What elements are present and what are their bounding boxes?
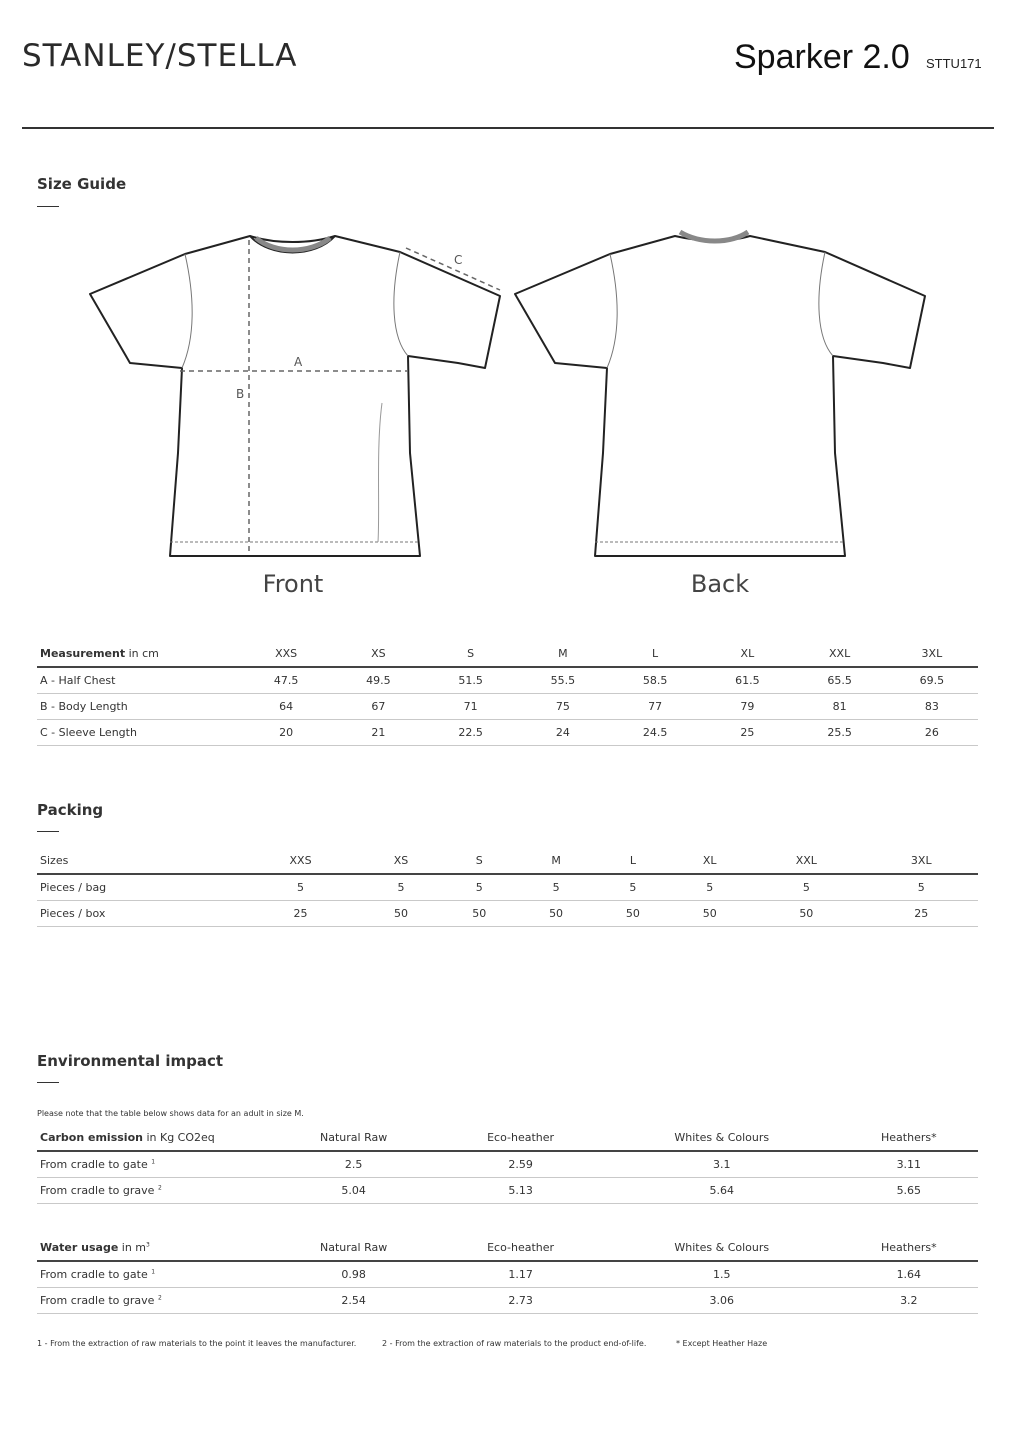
footnote-ref: 2 [157,1184,162,1192]
table-cell: 5 [361,874,441,901]
size-header: XXL [748,847,864,874]
water-table [37,1234,978,1314]
table-cell: 5 [441,874,518,901]
water-header-cell [37,1234,270,1261]
size-header: XS [332,640,424,667]
measurement-header-row [37,640,978,667]
row-label: Pieces / box [37,901,240,927]
packing-title: Packing [37,801,104,819]
row-label: From cradle to gate [40,1158,148,1171]
environment-dash [37,1082,59,1083]
table-cell: 51.5 [425,667,517,694]
footnote-2: 2 - From the extraction of raw materials to the product end-of-life. [382,1339,647,1348]
table-cell: 2.59 [437,1151,604,1178]
table-cell: 25 [701,720,793,746]
environment-title: Environmental impact [37,1052,224,1070]
table-row [37,694,978,720]
table-cell: 64 [240,694,332,720]
table-cell: 50 [594,901,671,927]
table-cell: 50 [361,901,441,927]
table-row [37,901,978,927]
row-label-cell [37,1178,270,1204]
table-cell: 2.54 [270,1288,437,1314]
table-cell: 3.06 [604,1288,840,1314]
packing-header-label: Sizes [37,847,240,874]
carbon-header-label: Carbon emission [40,1130,143,1144]
size-header: XS [361,847,441,874]
footnote-1: 1 - From the extraction of raw materials to the point it leaves the manufacturer. [37,1339,357,1348]
table-cell: 47.5 [240,667,332,694]
header-divider [22,127,994,129]
table-row [37,1288,978,1314]
tshirt-illustration [80,218,950,608]
row-label: B - Body Length [37,694,240,720]
column-header: Heathers* [840,1124,978,1151]
size-guide-dash [37,206,59,207]
table-cell: 61.5 [701,667,793,694]
water-unit-sup: 3 [146,1240,150,1248]
table-cell: 71 [425,694,517,720]
table-row [37,1178,978,1204]
size-header: L [594,847,671,874]
garment-drawings [80,218,950,608]
table-cell: 25.5 [794,720,886,746]
size-header: XL [671,847,748,874]
size-header: S [441,847,518,874]
table-cell: 26 [886,720,978,746]
carbon-header-unit: in Kg CO2eq [142,1130,215,1144]
row-label: From cradle to grave [40,1294,155,1307]
row-label: From cradle to grave [40,1184,155,1197]
table-cell: 83 [886,694,978,720]
measurement-header-cell [37,640,240,667]
measurement-header-label: Measurement [40,646,126,660]
table-row [37,720,978,746]
carbon-table [37,1124,978,1204]
table-row [37,1151,978,1178]
table-cell: 50 [518,901,595,927]
table-cell: 77 [609,694,701,720]
table-cell: 5.04 [270,1178,437,1204]
table-cell: 25 [240,901,361,927]
table-cell: 22.5 [425,720,517,746]
water-header-unit: in m [118,1240,147,1254]
packing-dash [37,831,59,832]
marker-c: C [454,253,463,267]
measurement-header-unit: in cm [125,646,159,660]
sleeve-length-line [406,248,500,290]
table-cell: 67 [332,694,424,720]
product-title: Sparker 2.0 [734,38,910,76]
footnote-3: * Except Heather Haze [676,1339,768,1348]
marker-b: B [236,387,245,401]
size-header: 3XL [865,847,979,874]
size-header: S [425,640,517,667]
table-cell: 75 [517,694,609,720]
carbon-header-row [37,1124,978,1151]
table-cell: 5 [518,874,595,901]
table-cell: 2.73 [437,1288,604,1314]
back-shirt-outline [515,236,925,556]
row-label: A - Half Chest [37,667,240,694]
size-header: XXS [240,847,361,874]
table-cell: 50 [671,901,748,927]
carbon-header-cell [37,1124,270,1151]
size-guide-title: Size Guide [37,175,127,193]
brand-logo: STANLEY/STELLA [22,38,298,74]
column-header: Eco-heather [437,1124,604,1151]
table-row [37,667,978,694]
size-header: M [518,847,595,874]
size-header: L [609,640,701,667]
column-header: Heathers* [840,1234,978,1261]
table-cell: 3.1 [604,1151,840,1178]
table-cell: 55.5 [517,667,609,694]
back-view-label: Back [690,570,750,598]
row-label: Pieces / bag [37,874,240,901]
row-label: From cradle to gate [40,1268,148,1281]
column-header: Natural Raw [270,1124,437,1151]
water-header-label: Water usage [40,1240,119,1254]
table-cell: 81 [794,694,886,720]
table-cell: 69.5 [886,667,978,694]
column-header: Whites & Colours [604,1124,840,1151]
column-header: Whites & Colours [604,1234,840,1261]
table-cell: 25 [865,901,979,927]
packing-header-row [37,847,978,874]
table-cell: 1.17 [437,1261,604,1288]
row-label-cell [37,1151,270,1178]
table-cell: 2.5 [270,1151,437,1178]
table-cell: 5 [748,874,864,901]
column-header: Natural Raw [270,1234,437,1261]
size-header: XL [701,640,793,667]
measurement-table [37,640,978,746]
packing-table [37,847,978,927]
table-cell: 3.11 [840,1151,978,1178]
size-header: XXL [794,640,886,667]
column-header: Eco-heather [437,1234,604,1261]
table-cell: 5.13 [437,1178,604,1204]
size-header: XXS [240,640,332,667]
table-cell: 3.2 [840,1288,978,1314]
table-cell: 65.5 [794,667,886,694]
table-cell: 5 [594,874,671,901]
row-label-cell [37,1288,270,1314]
table-row [37,1261,978,1288]
table-cell: 5 [671,874,748,901]
table-cell: 1.5 [604,1261,840,1288]
table-cell: 58.5 [609,667,701,694]
row-label: C - Sleeve Length [37,720,240,746]
footnote-ref: 2 [157,1294,162,1302]
environment-note: Please note that the table below shows data for an adult in size M. [37,1109,304,1118]
marker-a: A [294,355,303,369]
table-cell: 79 [701,694,793,720]
table-cell: 0.98 [270,1261,437,1288]
table-cell: 21 [332,720,424,746]
size-header: 3XL [886,640,978,667]
table-cell: 5 [865,874,979,901]
footnote-ref: 1 [151,1268,156,1276]
footnote-ref: 1 [151,1158,156,1166]
table-cell: 24 [517,720,609,746]
water-header-row [37,1234,978,1261]
front-view-label: Front [262,570,324,598]
row-label-cell [37,1261,270,1288]
table-row [37,874,978,901]
table-cell: 5.64 [604,1178,840,1204]
front-shirt-outline [90,236,500,556]
table-cell: 5.65 [840,1178,978,1204]
table-cell: 20 [240,720,332,746]
table-cell: 50 [748,901,864,927]
product-code: STTU171 [926,56,982,71]
table-cell: 49.5 [332,667,424,694]
size-header: M [517,640,609,667]
table-cell: 50 [441,901,518,927]
table-cell: 5 [240,874,361,901]
table-cell: 24.5 [609,720,701,746]
table-cell: 1.64 [840,1261,978,1288]
